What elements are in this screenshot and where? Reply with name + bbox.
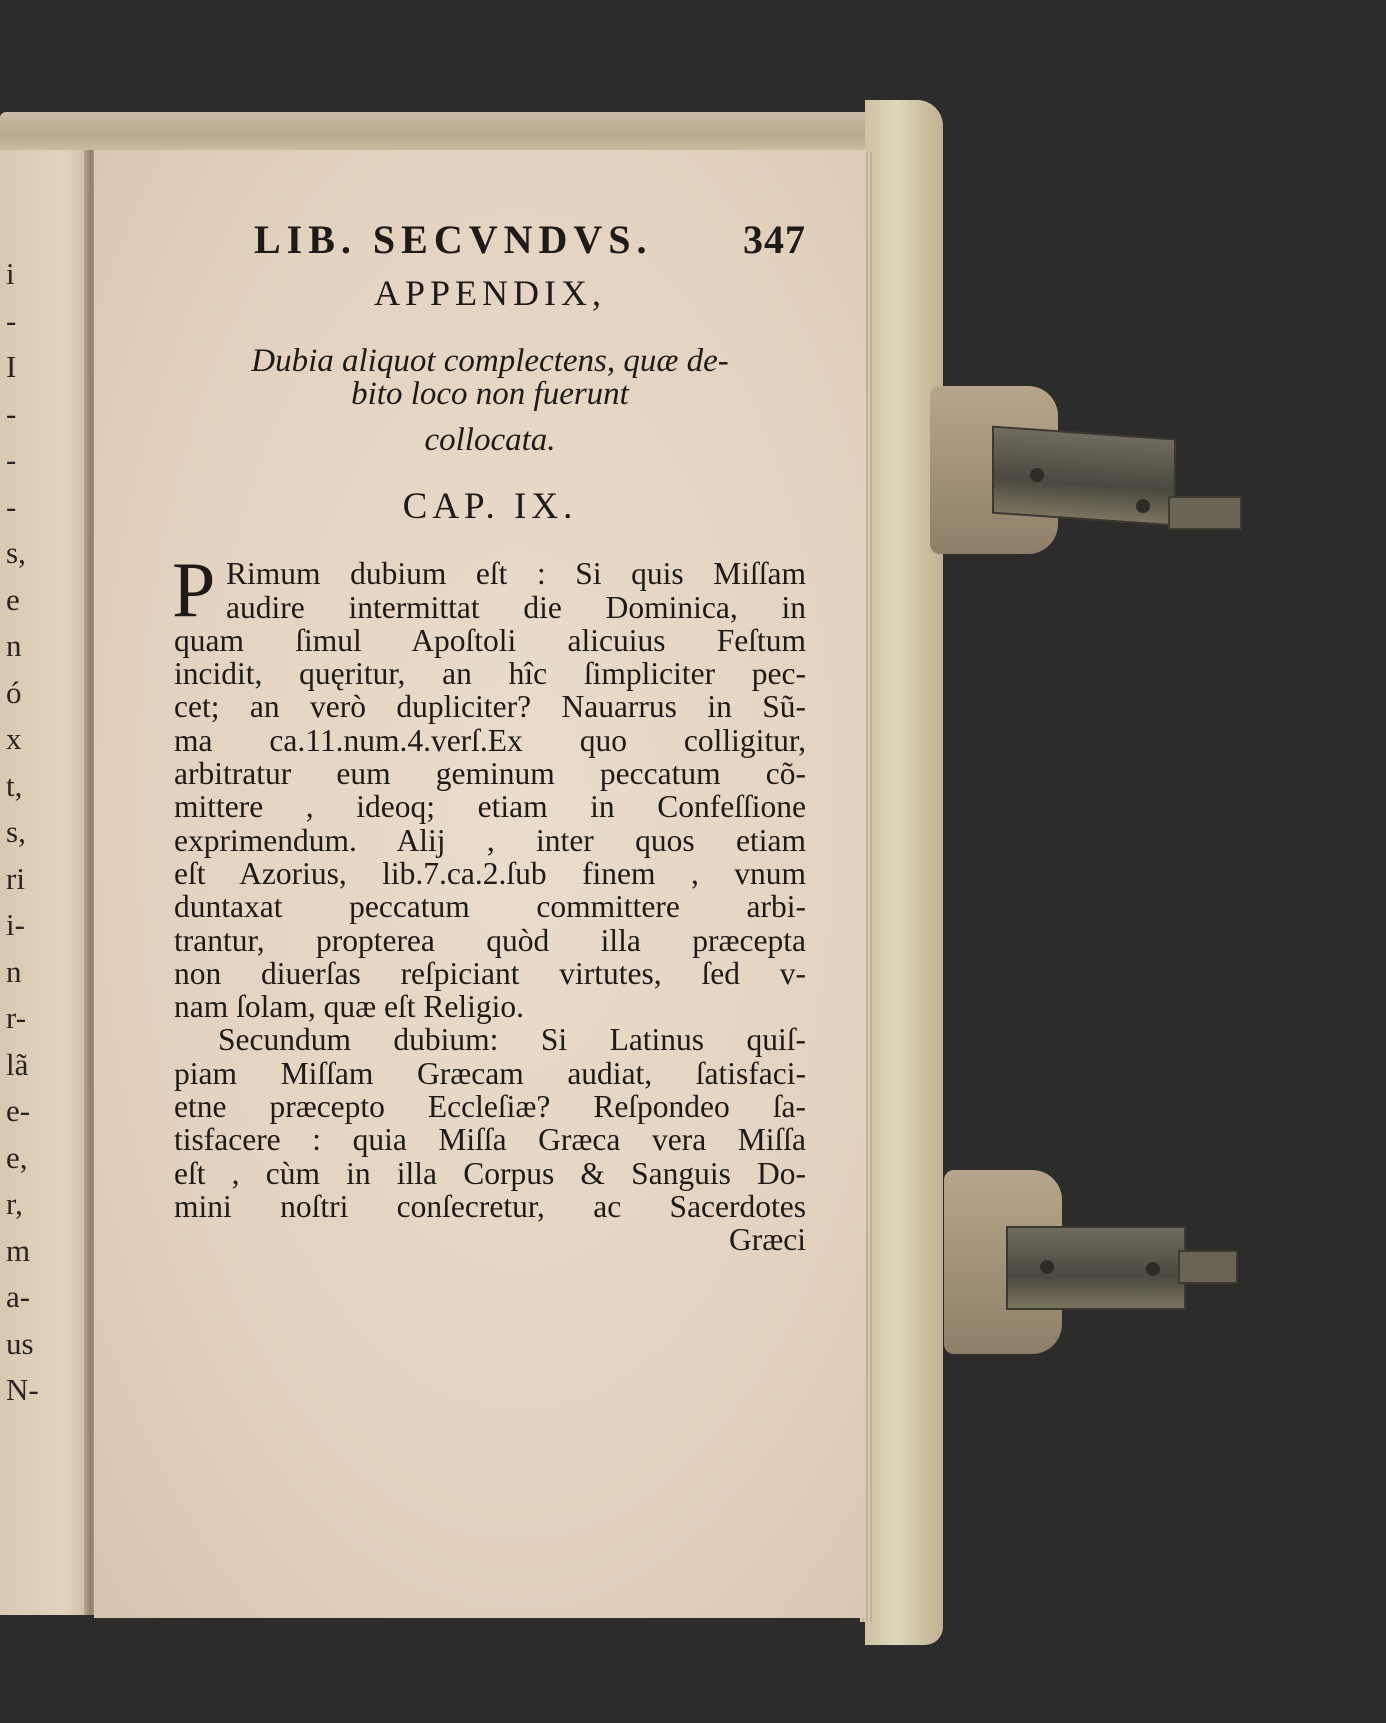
subtitle-line: bito loco non fuerunt bbox=[351, 376, 629, 413]
text-line: ma ca.11.num.4.verſ.Ex quo colligitur, bbox=[174, 722, 806, 758]
text-line: arbitratur eum geminum peccatum cõ- bbox=[174, 756, 806, 792]
chapter-heading: CAP. IX. bbox=[402, 486, 578, 528]
text-line: duntaxat peccatum committere arbi- bbox=[174, 889, 806, 925]
text-line: mittere , ideoq; etiam in Confeſſione bbox=[174, 789, 806, 825]
left-page-fragment: - bbox=[6, 488, 17, 524]
lower-clasp-tip bbox=[1178, 1250, 1238, 1284]
left-page-fragment: e bbox=[6, 581, 20, 617]
text-line: Rimum dubium eſt : Si quis Miſſam bbox=[226, 556, 806, 592]
text-line: Secundum dubium: Si Latinus quiſ- bbox=[218, 1022, 806, 1058]
text-line: quam ſimul Apoſtoli alicuius Feſtum bbox=[174, 622, 806, 658]
text-line: eſt , cùm in illa Corpus & Sanguis Do- bbox=[174, 1155, 806, 1191]
text-line: trantur, propterea quòd illa præcepta bbox=[174, 922, 806, 958]
left-page-fragment: s, bbox=[6, 535, 26, 570]
left-page-fragment: a- bbox=[6, 1279, 31, 1314]
text-line: non diuerſas reſpiciant virtutes, ſed v- bbox=[174, 955, 806, 991]
left-page-fragment: e, bbox=[6, 1139, 28, 1175]
upper-clasp-tip bbox=[1168, 496, 1242, 530]
left-page-fragment: s, bbox=[6, 814, 26, 849]
page-number: 347 bbox=[743, 217, 806, 262]
text-line: etne præcepto Eccleſiæ? Reſpondeo ſa- bbox=[174, 1089, 806, 1125]
upper-clasp-plate bbox=[992, 426, 1176, 527]
text-line: incidit, quęritur, an hîc ſimpliciter pec- bbox=[174, 656, 806, 692]
running-head bbox=[174, 210, 806, 266]
paragraph-2 bbox=[174, 1023, 806, 1223]
left-page-fragment: - bbox=[6, 442, 17, 477]
lower-clasp-rivet bbox=[1040, 1260, 1054, 1274]
left-page-fragment: t, bbox=[6, 767, 23, 803]
left-page-fragment: - bbox=[6, 395, 17, 431]
left-page-fragment: N- bbox=[6, 1372, 39, 1407]
upper-clasp-rivet bbox=[1136, 499, 1150, 513]
lower-clasp-rivet bbox=[1146, 1262, 1160, 1276]
appendix-subtitle bbox=[174, 338, 806, 463]
text-line: audire intermittat die Dominica, in bbox=[226, 589, 806, 625]
left-page bbox=[0, 150, 92, 1615]
left-page-fragment: i bbox=[6, 256, 15, 291]
text-line: eſt Azorius, lib.7.ca.2.ſub finem , vnum bbox=[174, 855, 806, 891]
text-line: tisfacere : quia Miſſa Græca vera Miſſa bbox=[174, 1122, 806, 1158]
upper-clasp-rivet bbox=[1030, 468, 1044, 482]
text-line: exprimendum. Alij , inter quos etiam bbox=[174, 822, 806, 858]
paragraph-1 bbox=[172, 546, 806, 1025]
drop-cap: P bbox=[172, 546, 216, 634]
left-page-fragment: i- bbox=[6, 907, 25, 942]
left-page-fragment: lã bbox=[6, 1046, 29, 1082]
left-page-fragment: e- bbox=[6, 1093, 31, 1128]
subtitle-line: collocata. bbox=[424, 422, 556, 459]
left-page-fragment: x bbox=[6, 721, 22, 756]
left-page-fragment: ri bbox=[6, 860, 25, 896]
book-cover-edge bbox=[865, 100, 943, 1645]
left-page-fragment: n bbox=[6, 628, 22, 663]
left-page-fragment: I bbox=[6, 349, 17, 384]
page-text-block bbox=[174, 210, 806, 1257]
running-head-title: LIB. SECVNDVS. bbox=[254, 217, 653, 262]
left-page-fragment: n bbox=[6, 953, 22, 989]
left-page-fragment: - bbox=[6, 302, 17, 338]
left-page-fragment: m bbox=[6, 1232, 31, 1268]
left-page-fragment: ó bbox=[6, 674, 22, 710]
text-line: piam Miſſam Græcam audiat, ſatisfaci- bbox=[174, 1055, 806, 1091]
left-page-fragment: r- bbox=[6, 1000, 27, 1035]
appendix-heading: APPENDIX, bbox=[373, 273, 606, 313]
left-page-text-fragments bbox=[0, 150, 92, 1615]
text-line: nam ſolam, quæ eſt Religio. bbox=[174, 989, 524, 1025]
subtitle-line: Dubia aliquot complectens, quæ de- bbox=[251, 343, 729, 379]
catchword: Græci bbox=[729, 1222, 806, 1258]
body-text bbox=[172, 546, 806, 1258]
text-line: cet; an verò dupliciter? Nauarrus in Sũ- bbox=[174, 689, 806, 725]
text-line: mini noſtri conſecretur, ac Sacerdotes bbox=[174, 1188, 806, 1224]
left-page-fragment: r, bbox=[6, 1186, 23, 1221]
left-page-fragment: us bbox=[6, 1325, 34, 1361]
